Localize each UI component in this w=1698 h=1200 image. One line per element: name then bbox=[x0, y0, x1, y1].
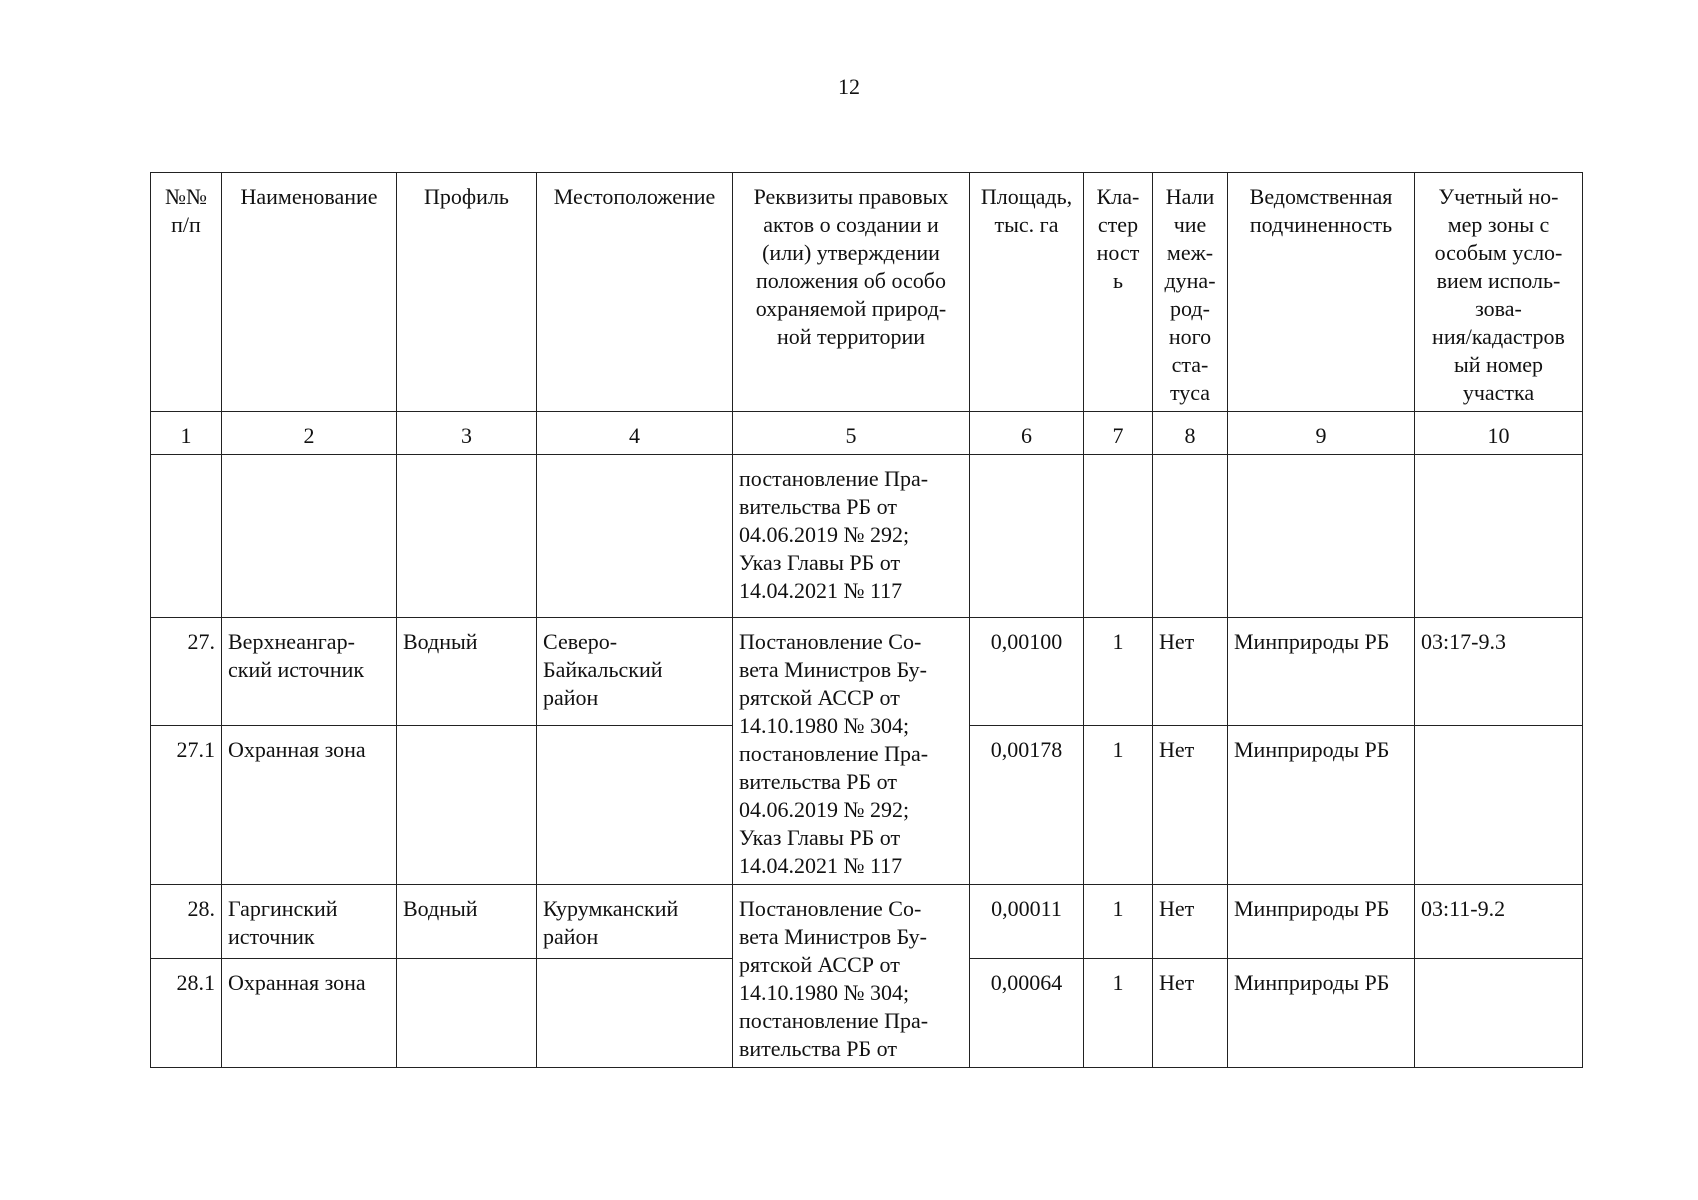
table-cell bbox=[970, 455, 1084, 618]
row-number-cell: 28. bbox=[151, 885, 222, 959]
location-cell bbox=[537, 726, 733, 885]
area-cell: 0,00100 bbox=[970, 618, 1084, 726]
intl-status-cell: Нет bbox=[1153, 726, 1228, 885]
protected-areas-table bbox=[150, 172, 1583, 1068]
row-number-cell: 27.1 bbox=[151, 726, 222, 885]
column-number: 9 bbox=[1228, 412, 1415, 455]
area-cell: 0,00178 bbox=[970, 726, 1084, 885]
table-cell bbox=[222, 455, 397, 618]
column-number: 3 bbox=[397, 412, 537, 455]
profile-cell: Водный bbox=[397, 885, 537, 959]
table-cell bbox=[1415, 455, 1583, 618]
row-number-cell: 27. bbox=[151, 618, 222, 726]
column-number: 5 bbox=[733, 412, 970, 455]
intl-status-cell: Нет bbox=[1153, 958, 1228, 1067]
column-numbers-row bbox=[151, 412, 1583, 455]
area-cell: 0,00064 bbox=[970, 958, 1084, 1067]
column-number: 10 bbox=[1415, 412, 1583, 455]
header-legal-acts: Реквизиты правовых актов о создании и (или) утверждении положения об особо охраняемой природ- ной территории bbox=[733, 173, 970, 412]
department-cell: Минприроды РБ bbox=[1228, 885, 1415, 959]
department-cell: Минприроды РБ bbox=[1228, 958, 1415, 1067]
legal-acts-cell: Постановление Со- вета Министров Бу- рятской АССР от 14.10.1980 № 304; постановление Пра- вительства РБ от bbox=[733, 885, 970, 1068]
registry-number-cell bbox=[1415, 958, 1583, 1067]
department-cell: Минприроды РБ bbox=[1228, 726, 1415, 885]
table-cell bbox=[397, 455, 537, 618]
column-number: 6 bbox=[970, 412, 1084, 455]
cluster-cell: 1 bbox=[1084, 618, 1153, 726]
registry-number-cell: 03:17-9.3 bbox=[1415, 618, 1583, 726]
cluster-cell: 1 bbox=[1084, 958, 1153, 1067]
column-number: 8 bbox=[1153, 412, 1228, 455]
column-number: 1 bbox=[151, 412, 222, 455]
table-cell bbox=[537, 455, 733, 618]
table-cell bbox=[1084, 455, 1153, 618]
table-row-continuation bbox=[151, 455, 1583, 618]
table-row bbox=[151, 885, 1583, 959]
profile-cell bbox=[397, 726, 537, 885]
header-location: Местоположение bbox=[537, 173, 733, 412]
header-department: Ведомственная подчиненность bbox=[1228, 173, 1415, 412]
row-number-cell: 28.1 bbox=[151, 958, 222, 1067]
table-cell bbox=[1153, 455, 1228, 618]
column-number: 2 bbox=[222, 412, 397, 455]
cluster-cell: 1 bbox=[1084, 885, 1153, 959]
header-intl-status: Нали чие меж- дуна- род- ного ста- туса bbox=[1153, 173, 1228, 412]
header-name: Наименование bbox=[222, 173, 397, 412]
profile-cell bbox=[397, 958, 537, 1067]
column-number: 7 bbox=[1084, 412, 1153, 455]
table-header-row bbox=[151, 173, 1583, 412]
registry-number-cell: 03:11-9.2 bbox=[1415, 885, 1583, 959]
name-cell: Охранная зона bbox=[222, 958, 397, 1067]
registry-number-cell bbox=[1415, 726, 1583, 885]
header-profile: Профиль bbox=[397, 173, 537, 412]
header-number: №№ п/п bbox=[151, 173, 222, 412]
page-number: 12 bbox=[838, 74, 860, 99]
intl-status-cell: Нет bbox=[1153, 885, 1228, 959]
profile-cell: Водный bbox=[397, 618, 537, 726]
header-area: Площадь, тыс. га bbox=[970, 173, 1084, 412]
legal-acts-cell: Постановление Со- вета Министров Бу- рятской АССР от 14.10.1980 № 304; постановление Пра- вительства РБ от 04.06.2019 № 292; Указ Главы РБ от 14.04.2021 № 117 bbox=[733, 618, 970, 885]
cluster-cell: 1 bbox=[1084, 726, 1153, 885]
location-cell: Северо- Байкальский район bbox=[537, 618, 733, 726]
header-cluster: Кла- стер ност ь bbox=[1084, 173, 1153, 412]
column-number: 4 bbox=[537, 412, 733, 455]
intl-status-cell: Нет bbox=[1153, 618, 1228, 726]
name-cell: Гаргинский источник bbox=[222, 885, 397, 959]
table-cell bbox=[151, 455, 222, 618]
table-cell bbox=[1228, 455, 1415, 618]
location-cell bbox=[537, 958, 733, 1067]
department-cell: Минприроды РБ bbox=[1228, 618, 1415, 726]
location-cell: Курумканский район bbox=[537, 885, 733, 959]
name-cell: Охранная зона bbox=[222, 726, 397, 885]
header-registry-number: Учетный но- мер зоны с особым усло- вием исполь- зова- ния/кадастров ый номер участка bbox=[1415, 173, 1583, 412]
legal-acts-cell: постановление Пра- вительства РБ от 04.06.2019 № 292; Указ Главы РБ от 14.04.2021 № 117 bbox=[733, 455, 970, 618]
name-cell: Верхнеангар- ский источник bbox=[222, 618, 397, 726]
area-cell: 0,00011 bbox=[970, 885, 1084, 959]
table-row bbox=[151, 618, 1583, 726]
